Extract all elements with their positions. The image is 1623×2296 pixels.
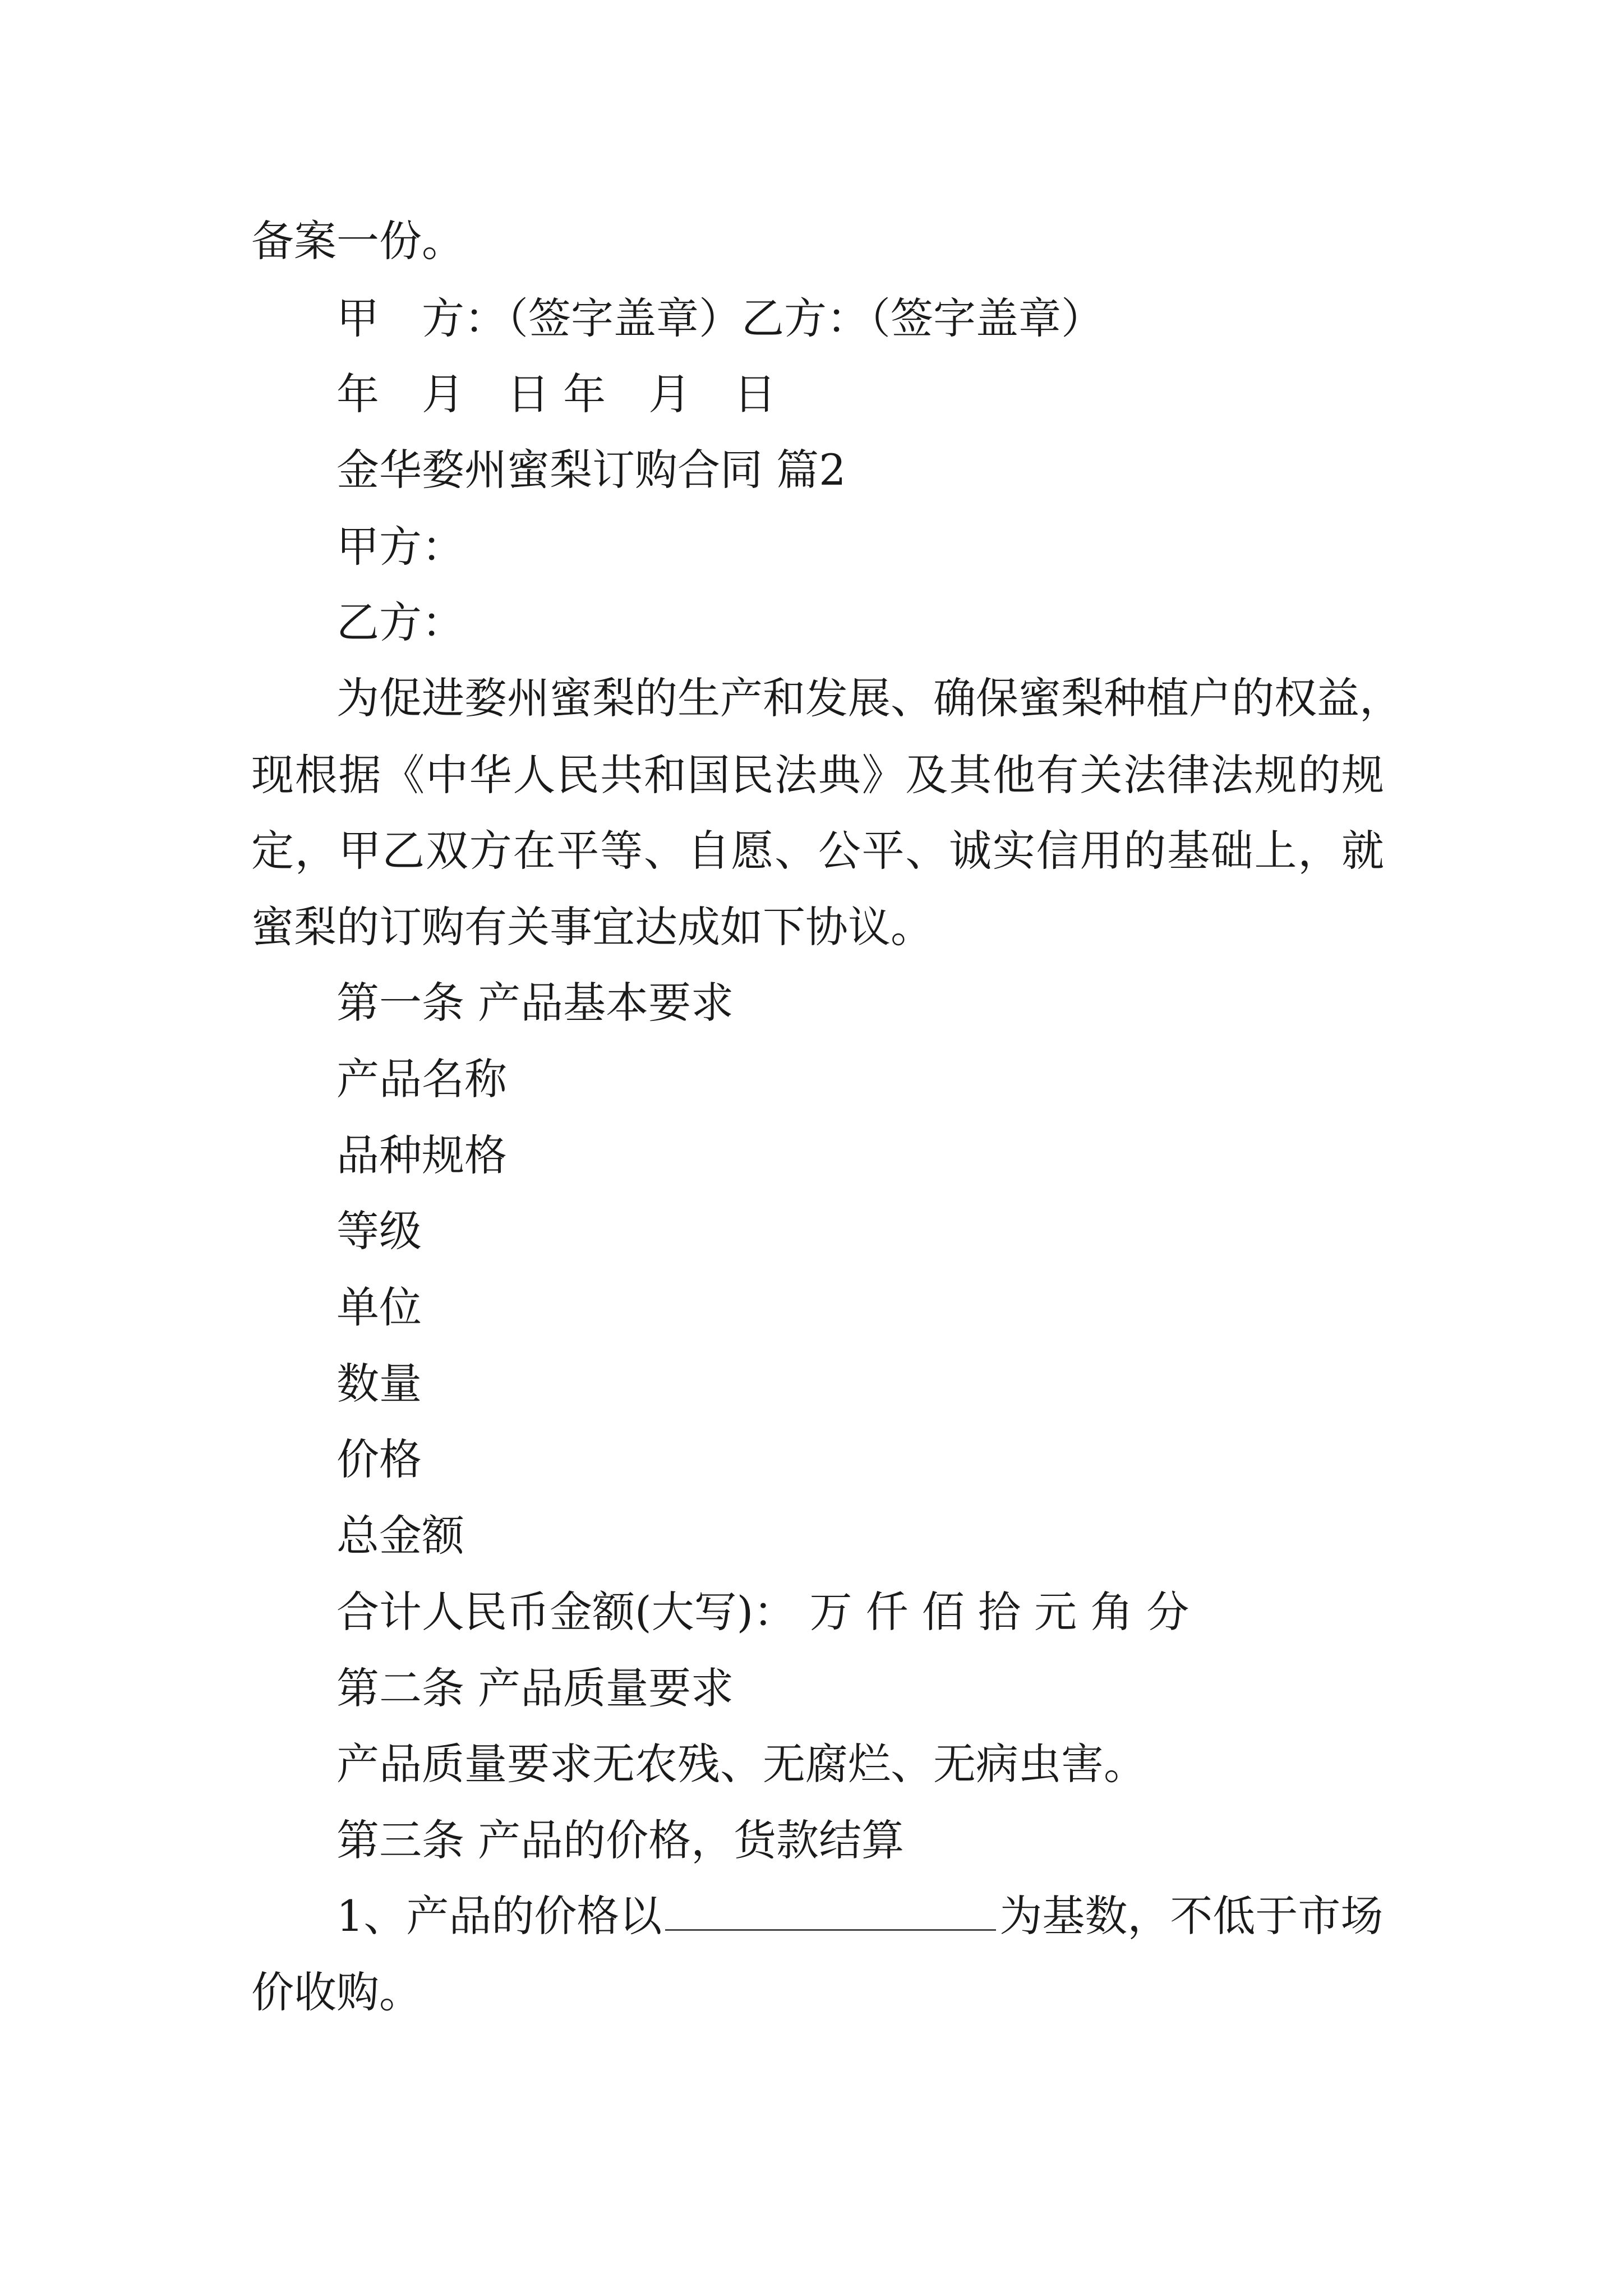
field-label: 总金额: [336, 1511, 464, 1561]
field-label: 单位: [336, 1282, 422, 1332]
field-label: 产品名称: [336, 1054, 507, 1104]
paragraph-line: 定，甲乙双方在平等、自愿、公平、诚实信用的基础上，就: [251, 826, 1384, 876]
field-label: 品种规格: [336, 1130, 507, 1180]
party-a-label: 甲方：: [336, 522, 464, 572]
paragraph-line: 价收购。: [251, 1967, 422, 2017]
date-line: 年 月 日 年 月 日: [336, 369, 777, 419]
party-b-label: 乙方：: [336, 597, 464, 647]
clause-heading: 第三条 产品的价格，货款结算: [336, 1815, 905, 1865]
price-clause-after: 为基数，不低于市场: [999, 1891, 1384, 1941]
quality-requirement: 产品质量要求无农残、无腐烂、无病虫害。: [336, 1739, 1146, 1789]
price-clause-line: [336, 1888, 1384, 1944]
field-label: 等级: [336, 1206, 422, 1256]
field-label: 数量: [336, 1359, 422, 1409]
field-label: 价格: [336, 1434, 422, 1484]
amount-in-words-line: 合计人民币金额(大写)： 万 仟 佰 拾 元 角 分: [336, 1587, 1189, 1637]
section-title: 金华婺州蜜梨订购合同 篇2: [336, 445, 846, 495]
price-basis-blank: [665, 1890, 996, 1931]
clause-heading: 第二条 产品质量要求: [336, 1663, 734, 1713]
paragraph-line: 现根据《中华人民共和国民法典》及其他有关法律法规的规: [251, 750, 1384, 800]
price-clause-before: 1、产品的价格以: [336, 1891, 662, 1941]
text-line: 备案一份。: [251, 216, 464, 266]
clause-heading: 第一条 产品基本要求: [336, 978, 734, 1028]
paragraph-line: 为促进婺州蜜梨的生产和发展、确保蜜梨种植户的权益，: [336, 673, 1402, 723]
paragraph-line: 蜜梨的订购有关事宜达成如下协议。: [251, 902, 933, 952]
signature-line: 甲 方：（签字盖章）乙方：（签字盖章）: [336, 293, 1104, 343]
